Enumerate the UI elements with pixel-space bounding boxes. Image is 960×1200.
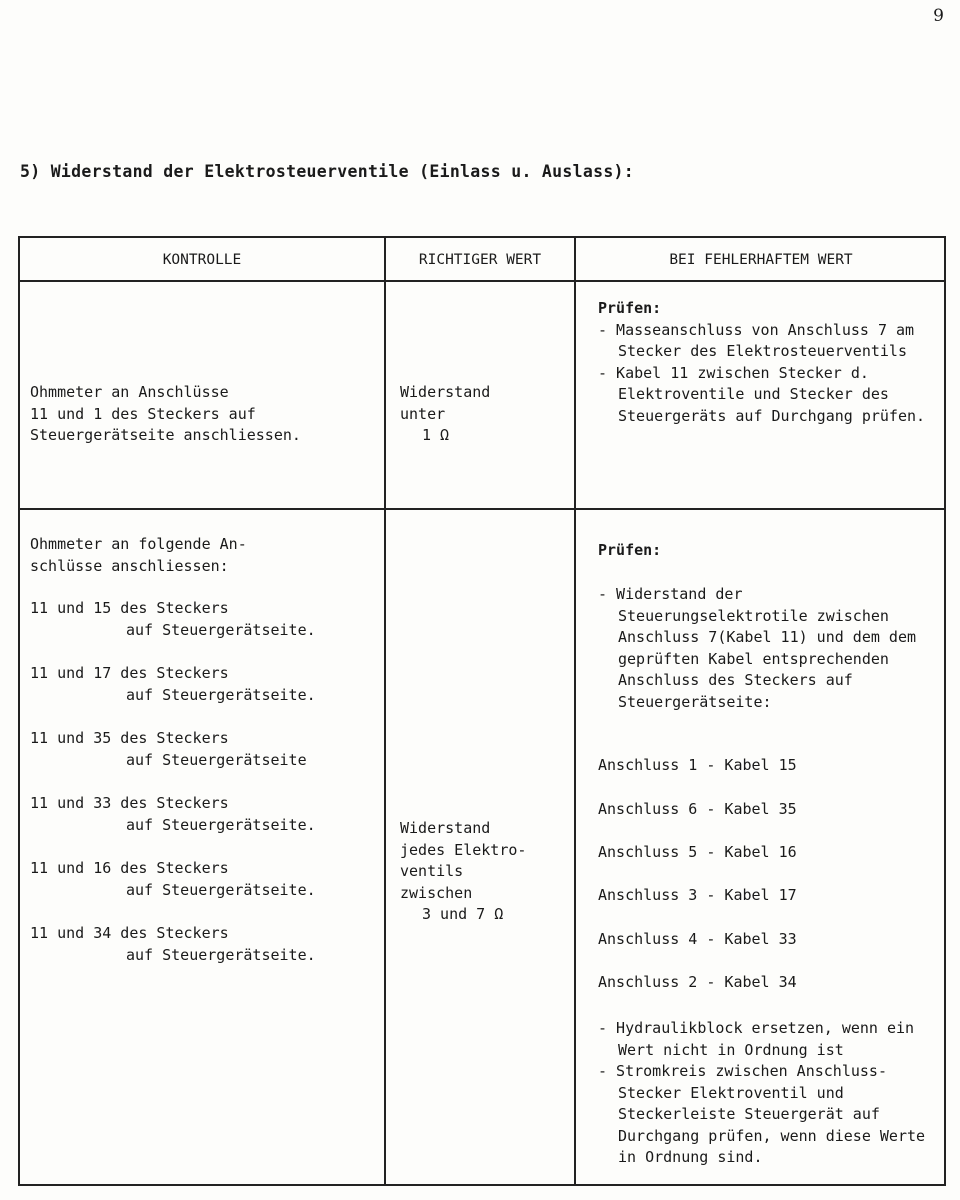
page-number: 9 (933, 6, 944, 26)
row1-wert-line: unter (400, 404, 446, 423)
row2-pair (30, 663, 316, 706)
row2-pair-line1: 11 und 15 des Steckers (30, 599, 229, 617)
section-heading: 5) Widerstand der Elektrosteuerventile (Einlass u. Auslass): (20, 162, 635, 181)
row2-fehler-intro (598, 584, 928, 713)
row2-wert-line: ventils (400, 862, 464, 880)
row1-kontrolle (30, 382, 301, 447)
row1-kontrolle-line: 11 und 1 des Steckers auf (30, 404, 256, 423)
row2-pair-line1: 11 und 16 des Steckers (30, 859, 229, 877)
row2-pair (30, 793, 316, 836)
row2-anschluss: Anschluss 6 - Kabel 35 (598, 800, 797, 818)
row1-wert (400, 382, 490, 447)
row2-wert-line: zwischen (400, 883, 473, 902)
row2-anschluss: Anschluss 4 - Kabel 33 (598, 930, 797, 948)
row2-wert-line: jedes Elektro- (400, 840, 527, 859)
row1-fehler-title: Prüfen: (598, 299, 662, 317)
row2-anschluss: Anschluss 2 - Kabel 34 (598, 973, 797, 991)
row2-fehler-end-item: - Hydraulikblock ersetzen, wenn ein Wert nicht in Ordnung ist (598, 1019, 915, 1059)
row2-anschluss: Anschluss 3 - Kabel 17 (598, 886, 797, 904)
row1-wert-line: Widerstand (400, 383, 491, 401)
row2-pair-line2: auf Steuergerätseite. (126, 815, 316, 834)
row2-wert-line: 3 und 7 Ω (422, 905, 504, 923)
row2-pair (30, 728, 307, 771)
row2-pair-line1: 11 und 17 des Steckers (30, 664, 229, 682)
column-divider-2 (574, 238, 576, 1184)
row2-pair-line1: 11 und 34 des Steckers (30, 924, 229, 942)
column-divider-1 (384, 238, 386, 1184)
row2-fehler-end (598, 1018, 934, 1169)
row2-pair-line2: auf Steuergerätseite (126, 750, 307, 769)
row2-fehler-title: Prüfen: (598, 541, 662, 559)
row2-fehler-intro-text: - Widerstand der Steuerungselektrotile zwischen Anschluss 7(Kabel 11) und dem dem geprüften Kabel entsprechenden Anschluss des Steckers auf Steuergerätseite: (598, 585, 917, 711)
row2-anschluss: Anschluss 1 - Kabel 15 (598, 756, 797, 774)
row2-wert (400, 818, 526, 926)
row2-anschluss: Anschluss 5 - Kabel 16 (598, 843, 797, 861)
row2-pair-line2: auf Steuergerätseite. (126, 880, 316, 899)
row2-wert-line: Widerstand (400, 819, 491, 837)
row1-kontrolle-line: Ohmmeter an Anschlüsse (30, 383, 229, 401)
row1-fehler-item: - Masseanschluss von Anschluss 7 am Stecker des Elektrosteuerventils (598, 320, 915, 360)
row1-fehler-item: - Kabel 11 zwischen Stecker d. Elektroventile und Stecker des Steuergeräts auf Durchgang prüfen. (598, 363, 926, 425)
row2-pair (30, 598, 316, 641)
row1-kontrolle-line: Steuergerätseite anschliessen. (30, 426, 301, 444)
inspection-table (18, 236, 946, 1186)
row2-pair-line2: auf Steuergerätseite. (126, 685, 316, 704)
row2-pair-line1: 11 und 35 des Steckers (30, 729, 229, 747)
col-header-kontrolle: KONTROLLE (162, 252, 242, 268)
row-divider (20, 508, 944, 510)
row2-pair-line1: 11 und 33 des Steckers (30, 794, 229, 812)
row2-fehler-end-item: - Stromkreis zwischen Anschluss-Stecker Elektroventil und Steckerleiste Steuergerät auf Durchgang prüfen, wenn diese Werte in Ordnung sind. (598, 1062, 926, 1166)
row2-intro-line: schlüsse anschliessen: (30, 556, 229, 575)
row2-intro-line: Ohmmeter an folgende An- (30, 535, 247, 553)
row2-pair-line2: auf Steuergerätseite. (126, 945, 316, 964)
row2-intro (30, 534, 247, 577)
col-header-wert: RICHTIGER WERT (418, 252, 542, 268)
header-divider (20, 280, 944, 282)
row1-wert-line: 1 Ω (422, 426, 450, 444)
row2-pair (30, 858, 316, 901)
row2-pair (30, 923, 316, 966)
col-header-fehler: BEI FEHLERHAFTEM WERT (669, 252, 853, 268)
row2-pair-line2: auf Steuergerätseite. (126, 620, 316, 639)
row1-fehler (598, 298, 928, 427)
